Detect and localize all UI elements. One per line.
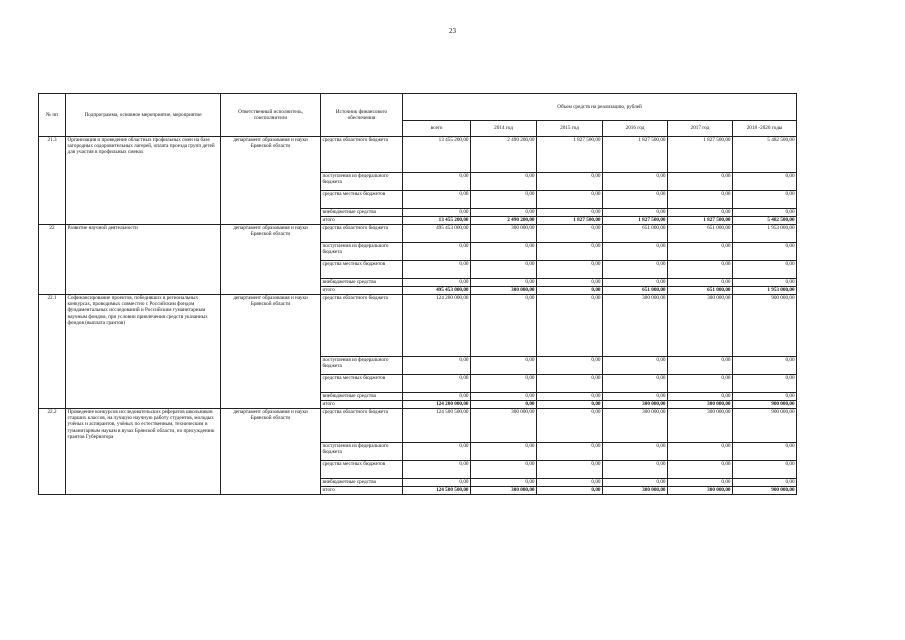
row-number: 22.2 [39, 409, 66, 495]
funding-source: поступления из федерального бюджета [321, 443, 403, 461]
amount-cell: 300 000,00 [668, 409, 733, 443]
table-row [39, 225, 797, 243]
amount-cell: 0,00 [537, 401, 603, 409]
amount-cell: 0,00 [668, 393, 733, 401]
amount-cell: 0,00 [471, 357, 537, 375]
amount-cell: 124 200 000,00 [403, 295, 471, 357]
amount-cell: 0,00 [603, 261, 668, 279]
amount-cell: 0,00 [733, 173, 797, 191]
header-volume: Объем средств на реализацию, рублей [403, 94, 797, 121]
amount-cell: 0,00 [403, 393, 471, 401]
executor-name: департамент образования и науки Брянской области [221, 225, 321, 295]
amount-cell: 0,00 [668, 191, 733, 209]
amount-cell: 0,00 [537, 357, 603, 375]
amount-cell: 651 000,00 [603, 287, 668, 295]
header-year: 2018 -2020 годы [733, 121, 797, 137]
amount-cell: 900 000,00 [733, 409, 797, 443]
amount-cell: 0,00 [471, 375, 537, 393]
amount-cell: 0,00 [733, 479, 797, 487]
executor-name: департамент образования и науки Брянской области [221, 295, 321, 409]
amount-cell: 300 000,00 [668, 401, 733, 409]
amount-cell: 0,00 [668, 443, 733, 461]
amount-cell: 0,00 [537, 261, 603, 279]
amount-cell: 0,00 [733, 461, 797, 479]
table-row [39, 295, 797, 357]
amount-cell: 1 827 500,00 [537, 137, 603, 173]
amount-cell: 495 453 000,00 [403, 225, 471, 243]
header-year: 2015 год [537, 121, 603, 137]
amount-cell: 13 455 200,00 [403, 217, 471, 225]
amount-cell: 0,00 [603, 173, 668, 191]
amount-cell: 0,00 [603, 279, 668, 287]
amount-cell: 0,00 [537, 295, 603, 357]
amount-cell: 2 490 200,00 [471, 137, 537, 173]
amount-cell: 0,00 [537, 243, 603, 261]
header-year: 2014 год [471, 121, 537, 137]
amount-cell: 0,00 [471, 393, 537, 401]
amount-cell: 0,00 [537, 209, 603, 217]
funding-source: средства областного бюджета [321, 137, 403, 173]
amount-cell: 0,00 [668, 479, 733, 487]
amount-cell: 0,00 [403, 173, 471, 191]
amount-cell: 0,00 [537, 279, 603, 287]
funding-source: внебюджетные средства [321, 479, 403, 487]
amount-cell: 0,00 [603, 357, 668, 375]
program-name: Развитие научной деятельности [66, 225, 221, 295]
amount-cell: 0,00 [471, 279, 537, 287]
funding-source: поступления из федерального бюджета [321, 357, 403, 375]
page-number: 23 [449, 27, 456, 35]
funding-source: средства местных бюджетов [321, 461, 403, 479]
funding-source: внебюджетные средства [321, 279, 403, 287]
amount-cell: 0,00 [733, 209, 797, 217]
amount-cell: 0,00 [537, 191, 603, 209]
budget-table [38, 93, 797, 495]
amount-cell: 0,00 [471, 443, 537, 461]
table-row [39, 137, 797, 173]
amount-cell: 0,00 [537, 409, 603, 443]
amount-cell: 651 000,00 [668, 225, 733, 243]
amount-cell: 0,00 [668, 243, 733, 261]
amount-cell: 0,00 [603, 243, 668, 261]
amount-cell: 300 000,00 [471, 287, 537, 295]
amount-cell: 1 953 000,00 [733, 287, 797, 295]
amount-cell: 0,00 [603, 443, 668, 461]
table-row [39, 409, 797, 443]
amount-cell: 0,00 [471, 243, 537, 261]
amount-cell: 0,00 [603, 393, 668, 401]
amount-cell: 0,00 [471, 209, 537, 217]
program-name: Софинансирование проектов, победивших в региональных конкурсах, проводимых совместно с Российским фондом фундаментальных исследований и Российским гуманитарным научным фондом, при условии привлечения средств указанных фондов (выплата грантов) [66, 295, 221, 409]
funding-source: итого [321, 287, 403, 295]
amount-cell: 0,00 [668, 209, 733, 217]
amount-cell: 0,00 [403, 243, 471, 261]
amount-cell: 0,00 [733, 243, 797, 261]
amount-cell: 1 953 000,00 [733, 225, 797, 243]
amount-cell: 300 000,00 [603, 401, 668, 409]
amount-cell: 0,00 [537, 287, 603, 295]
amount-cell: 124 500 500,00 [403, 487, 471, 495]
amount-cell: 651 000,00 [668, 287, 733, 295]
amount-cell: 0,00 [471, 173, 537, 191]
amount-cell: 0,00 [603, 191, 668, 209]
amount-cell: 0,00 [537, 479, 603, 487]
amount-cell: 0,00 [403, 461, 471, 479]
funding-source: средства местных бюджетов [321, 375, 403, 393]
amount-cell: 0,00 [537, 461, 603, 479]
header-year: всего [403, 121, 471, 137]
amount-cell: 0,00 [668, 357, 733, 375]
amount-cell: 1 827 500,00 [668, 217, 733, 225]
amount-cell: 0,00 [603, 461, 668, 479]
executor-name: департамент образования и науки Брянской области [221, 137, 321, 225]
header-executor: Ответственный исполнитель, соисполнители [221, 94, 321, 137]
amount-cell: 0,00 [668, 279, 733, 287]
amount-cell: 0,00 [537, 443, 603, 461]
amount-cell: 495 453 000,00 [403, 287, 471, 295]
amount-cell: 300 000,00 [471, 225, 537, 243]
amount-cell: 5 482 500,00 [733, 137, 797, 173]
amount-cell: 300 000,00 [471, 487, 537, 495]
amount-cell: 0,00 [668, 375, 733, 393]
header-source: Источник финансового обеспечения [321, 94, 403, 137]
funding-source: поступления из федерального бюджета [321, 243, 403, 261]
amount-cell: 0,00 [733, 261, 797, 279]
amount-cell: 0,00 [603, 375, 668, 393]
header-year: 2017 год [668, 121, 733, 137]
program-name: Организация и проведение областных профильных смен на базе загородных оздоровительных лагерей, оплата проезда групп детей для участия в профильных сменах [66, 137, 221, 225]
amount-cell: 0,00 [403, 261, 471, 279]
amount-cell: 900 000,00 [733, 295, 797, 357]
amount-cell: 0,00 [733, 375, 797, 393]
table-body [39, 137, 797, 495]
amount-cell: 0,00 [668, 461, 733, 479]
header-no: № пп [39, 94, 66, 137]
amount-cell: 0,00 [471, 401, 537, 409]
amount-cell: 651 000,00 [603, 225, 668, 243]
amount-cell: 300 000,00 [668, 487, 733, 495]
amount-cell: 300 000,00 [668, 295, 733, 357]
amount-cell: 0,00 [537, 173, 603, 191]
row-number: 22 [39, 225, 66, 295]
amount-cell: 0,00 [537, 375, 603, 393]
funding-source: внебюджетные средства [321, 393, 403, 401]
amount-cell: 900 000,00 [733, 401, 797, 409]
amount-cell: 0,00 [403, 375, 471, 393]
amount-cell: 5 482 500,00 [733, 217, 797, 225]
amount-cell: 0,00 [668, 173, 733, 191]
amount-cell: 0,00 [537, 487, 603, 495]
amount-cell: 13 455 200,00 [403, 137, 471, 173]
funding-source: средства местных бюджетов [321, 191, 403, 209]
amount-cell: 0,00 [733, 443, 797, 461]
header-year: 2016 год [603, 121, 668, 137]
amount-cell: 1 827 500,00 [603, 217, 668, 225]
funding-source: итого [321, 401, 403, 409]
funding-source: средства областного бюджета [321, 225, 403, 243]
amount-cell: 0,00 [471, 261, 537, 279]
funding-source: внебюджетные средства [321, 209, 403, 217]
amount-cell: 0,00 [733, 357, 797, 375]
funding-source: средства областного бюджета [321, 409, 403, 443]
amount-cell: 124 200 000,00 [403, 401, 471, 409]
amount-cell: 1 827 500,00 [668, 137, 733, 173]
amount-cell: 0,00 [403, 357, 471, 375]
amount-cell: 0,00 [733, 279, 797, 287]
program-name: Проведение конкурсов исследовательских рефератов школьников старших классов, на лучшую научную работу студентов, молодых учёных и аспирантов, учёных по естественным, техническим и гуманитарным наукам в вузах Брянской области, по присуждению грантов Губернатора [66, 409, 221, 495]
amount-cell: 300 000,00 [471, 409, 537, 443]
amount-cell: 0,00 [733, 191, 797, 209]
row-number: 22.1 [39, 295, 66, 409]
amount-cell: 0,00 [537, 225, 603, 243]
funding-source: средства областного бюджета [321, 295, 403, 357]
amount-cell: 0,00 [471, 461, 537, 479]
amount-cell: 900 000,00 [733, 487, 797, 495]
amount-cell: 0,00 [603, 209, 668, 217]
amount-cell: 0,00 [668, 261, 733, 279]
funding-source: средства местных бюджетов [321, 261, 403, 279]
amount-cell: 0,00 [403, 479, 471, 487]
amount-cell: 300 000,00 [603, 409, 668, 443]
amount-cell: 0,00 [403, 191, 471, 209]
amount-cell: 0,00 [537, 393, 603, 401]
header-program: Подпрограмма, основное мероприятие, мероприятие [66, 94, 221, 137]
funding-source: итого [321, 217, 403, 225]
funding-source: итого [321, 487, 403, 495]
row-number: 21.3 [39, 137, 66, 225]
amount-cell: 0,00 [733, 393, 797, 401]
amount-cell: 2 490 200,00 [471, 217, 537, 225]
amount-cell: 0,00 [471, 295, 537, 357]
amount-cell: 0,00 [403, 209, 471, 217]
amount-cell: 0,00 [471, 479, 537, 487]
amount-cell: 0,00 [603, 479, 668, 487]
amount-cell: 0,00 [403, 279, 471, 287]
amount-cell: 300 000,00 [603, 295, 668, 357]
executor-name: департамент образования и науки Брянской области [221, 409, 321, 495]
amount-cell: 1 827 500,00 [603, 137, 668, 173]
amount-cell: 0,00 [403, 443, 471, 461]
amount-cell: 0,00 [471, 191, 537, 209]
amount-cell: 1 827 500,00 [537, 217, 603, 225]
amount-cell: 300 000,00 [603, 487, 668, 495]
amount-cell: 124 500 500,00 [403, 409, 471, 443]
funding-source: поступления из федерального бюджета [321, 173, 403, 191]
